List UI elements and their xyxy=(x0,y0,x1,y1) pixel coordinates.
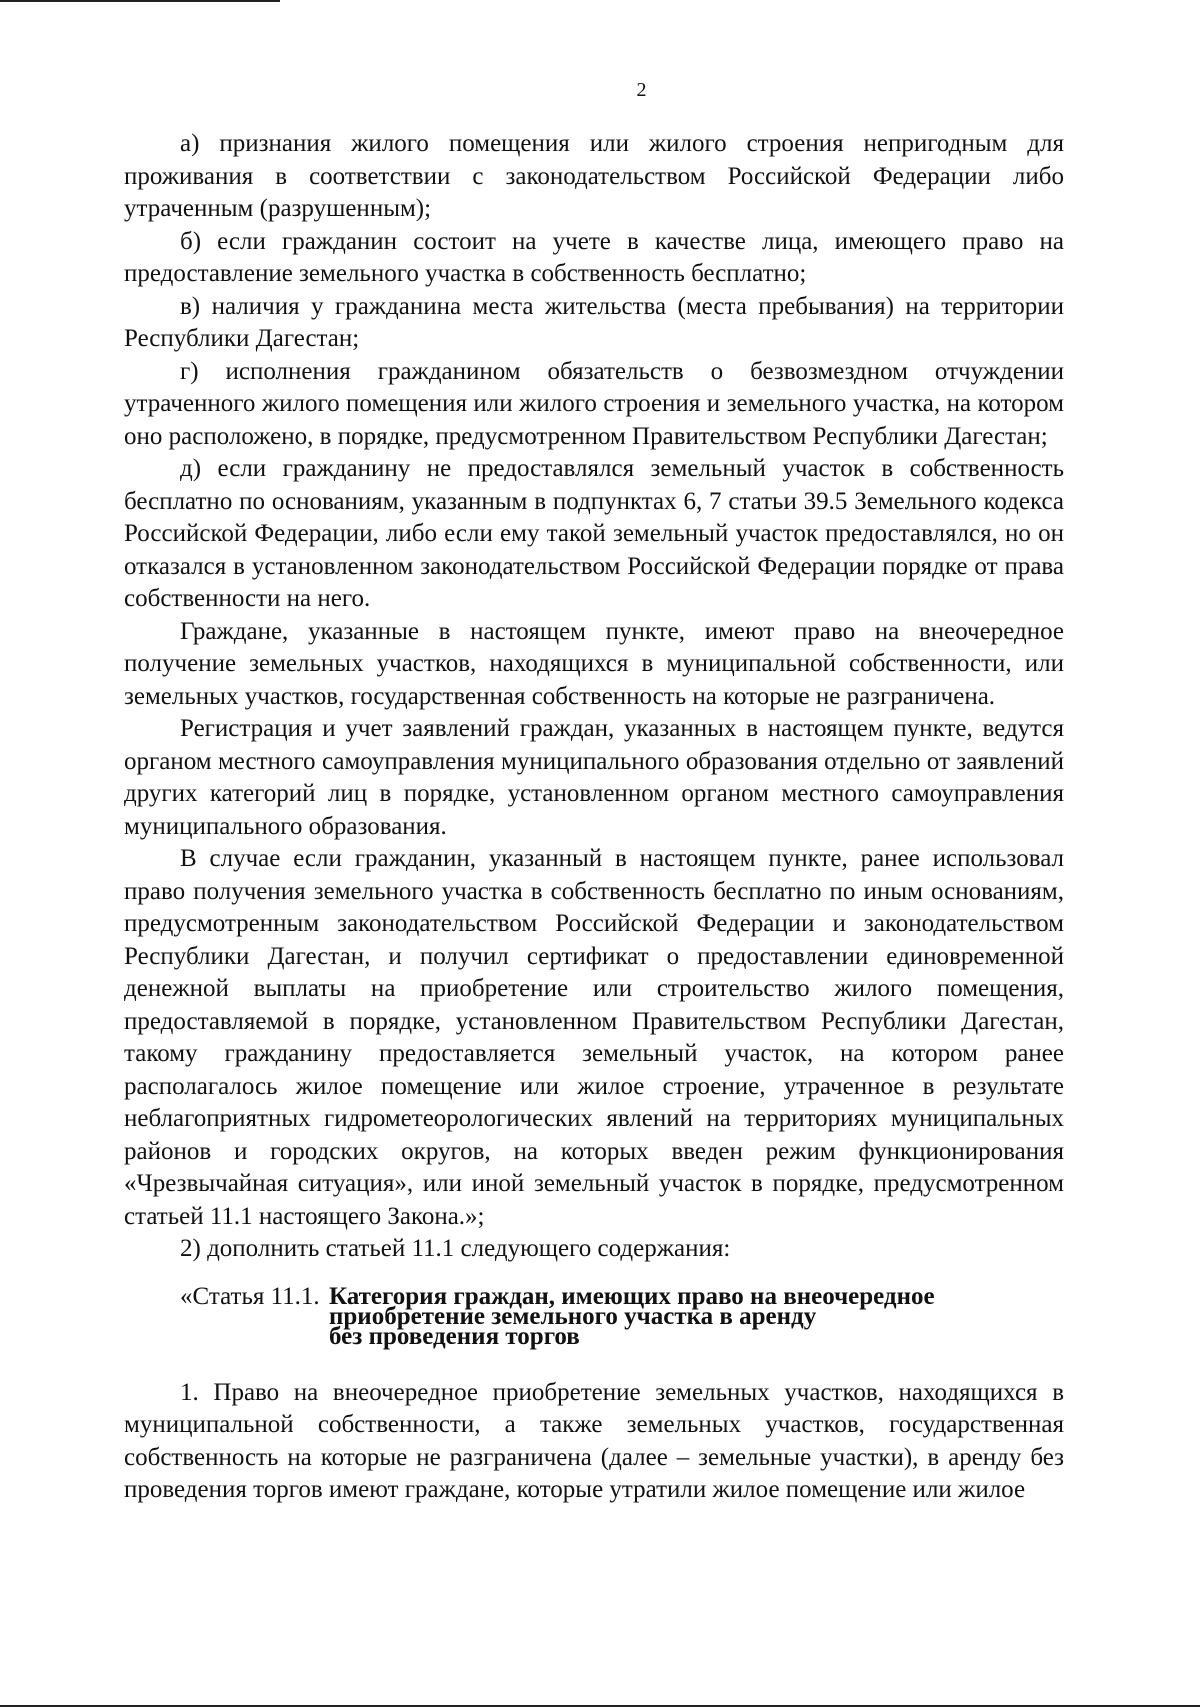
paragraph-citizens-right: Граждане, указанные в настоящем пункте, имеют право на внеочередное получение земельных участков, находящихся в муниципальной собственности, или земельных участков, государственная собственность на которые не разграничена. xyxy=(124,617,1064,710)
paragraph-prior-use: В случае если гражданин, указанный в настоящем пункте, ранее использовал право получения земельного участка в собственность бесплатно по иным основаниям, предусмотренным законодательством Российской Федерации и законодательством Республики Дагестан, и получил сертификат о предоставлении единовременной денежной выплаты на приобретение или строительство жилого помещения, предоставляемой в порядке, установленном Правительством Республики Дагестан, такому гражданину предоставляется земельный участок, на котором ранее располагалось жилое помещение или жилое строение, утраченное в результате неблагоприятных гидрометеорологических явлений на территориях муниципальных районов и городских округов, на которых введен режим функционирования «Чрезвычайная ситуация», или иной земельный участок в порядке, предусмотренном статьей 11.1 настоящего Закона.»; xyxy=(124,845,1064,1230)
paragraph-a: а) признания жилого помещения или жилого строения непригодным для проживания в соответствии с законодательством Российской Федерации либо утраченным (разрушенным); xyxy=(124,130,1064,222)
paragraph-g: г) исполнения гражданином обязательств о безвозмездном отчуждении утраченного жилого помещения или жилого строения и земельного участка, на котором оно расположено, в порядке, предусмотренном Правительством Республики Дагестан; xyxy=(124,357,1064,450)
paragraph-registration: Регистрация и учет заявлений граждан, указанных в настоящем пункте, ведутся органом местного самоуправления муниципального образования отдельно от заявлений других категорий лиц в порядке, установленном органом местного самоуправления муниципального образования. xyxy=(124,715,1064,840)
paragraph-d: д) если гражданину не предоставлялся земельный участок в собственность бесплатно по основаниям, указанным в подпунктах 6, 7 статьи 39.5 Земельного кодекса Российской Федерации, либо если ему такой земельный участок предоставлялся, но он отказался в установленном законодательством Российской Федерации порядке от права собственности на него. xyxy=(124,455,1064,612)
article-title-line-1: Категория граждан, имеющих право на внеочередное xyxy=(329,1282,935,1310)
document-body xyxy=(124,128,1064,1507)
paragraph-amendment-2: 2) дополнить статьей 11.1 следующего содержания: xyxy=(180,1235,731,1262)
top-edge-rule xyxy=(0,0,280,2)
paragraph-b: б) если гражданин состоит на учете в качестве лица, имеющего право на предоставление земельного участка в собственность бесплатно; xyxy=(124,227,1064,287)
paragraph-v: в) наличия у гражданина места жительства (места пребывания) на территории Республики Дагестан; xyxy=(124,292,1064,352)
article-title xyxy=(329,1282,1064,1350)
article-heading xyxy=(124,1282,1064,1350)
paragraph-article-item-1: 1. Право на внеочередное приобретение земельных участков, находящихся в муниципальной собственности, а также земельных участков, государственная собственность на которые не разграничена (далее – земельные участки), в аренду без проведения торгов имеют граждане, которые утратили жилое помещение или жилое xyxy=(124,1378,1064,1503)
article-title-line-2: приобретение земельного участка в аренду xyxy=(329,1302,817,1330)
article-label: «Статья 11.1. xyxy=(180,1282,320,1310)
page-number: 2 xyxy=(636,79,647,101)
article-title-line-3: без проведения торгов xyxy=(329,1322,580,1350)
